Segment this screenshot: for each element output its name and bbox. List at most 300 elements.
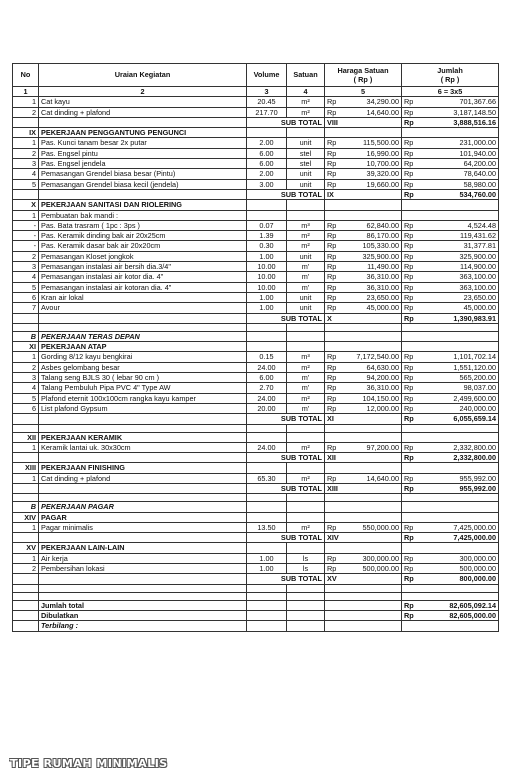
item-amount: 363,100.00 <box>416 272 499 282</box>
item-description: Avour <box>39 303 247 313</box>
empty-cell <box>247 610 287 620</box>
item-row <box>13 292 499 302</box>
header-jumlah <box>402 64 499 87</box>
header-number: 5 <box>325 87 402 97</box>
item-description: Pagar minimalis <box>39 522 247 532</box>
empty-cell <box>416 432 499 442</box>
subtotal-currency: Rp <box>402 189 416 199</box>
item-amount-currency: Rp <box>402 303 416 313</box>
subtotal-label: SUB TOTAL <box>247 117 325 127</box>
item-unit-price: 10,700.00 <box>338 159 402 169</box>
empty-cell <box>416 463 499 473</box>
item-amount: 325,900.00 <box>416 251 499 261</box>
rab-table <box>12 63 499 632</box>
section-title: PEKERJAAN PENGGANTUNG PENGUNCI <box>39 128 247 138</box>
item-unit: m' <box>287 272 325 282</box>
subtotal-number: XV <box>325 574 402 584</box>
empty-cell <box>247 543 287 553</box>
item-no: 1 <box>13 522 39 532</box>
item-unit-price: 23,650.00 <box>338 292 402 302</box>
item-no: 5 <box>13 282 39 292</box>
empty-cell <box>13 483 39 493</box>
subtotal-amount: 1,390,983.91 <box>416 313 499 323</box>
item-volume: 2.00 <box>247 138 287 148</box>
item-row <box>13 362 499 372</box>
item-amount-currency: Rp <box>402 282 416 292</box>
item-price-currency: Rp <box>325 564 338 574</box>
empty-cell <box>402 128 416 138</box>
item-volume: 20.45 <box>247 97 287 107</box>
empty-cell <box>39 533 247 543</box>
subtotal-number: XI <box>325 414 402 424</box>
item-description: Cat dinding + plafond <box>39 473 247 483</box>
item-row <box>13 169 499 179</box>
item-unit-price: 64,630.00 <box>338 362 402 372</box>
item-volume: 2.00 <box>247 169 287 179</box>
empty-cell <box>287 494 325 502</box>
header-harga-line1: Haraga Satuan <box>337 66 389 75</box>
item-row <box>13 352 499 362</box>
empty-row <box>13 592 499 600</box>
item-description: Pembuatan bak mandi : <box>39 210 247 220</box>
empty-cell <box>287 463 325 473</box>
item-amount-currency: Rp <box>402 251 416 261</box>
item-unit-price: 104,150.00 <box>338 393 402 403</box>
item-price-currency: Rp <box>325 362 338 372</box>
item-unit: m' <box>287 403 325 413</box>
item-row <box>13 393 499 403</box>
item-row <box>13 282 499 292</box>
empty-cell <box>247 600 287 610</box>
item-amount-currency: Rp <box>402 231 416 241</box>
item-price-currency: Rp <box>325 272 338 282</box>
empty-cell <box>13 414 39 424</box>
item-row <box>13 179 499 189</box>
item-unit-price: 45,000.00 <box>338 303 402 313</box>
subtotal-row <box>13 313 499 323</box>
empty-cell <box>338 200 402 210</box>
empty-cell <box>287 342 325 352</box>
empty-cell <box>13 621 39 631</box>
item-unit-price: 36,310.00 <box>338 383 402 393</box>
item-unit: m² <box>287 362 325 372</box>
empty-cell <box>416 424 499 432</box>
item-no: 2 <box>13 564 39 574</box>
item-row <box>13 97 499 107</box>
section-title: PAGAR <box>39 512 247 522</box>
item-unit <box>287 210 325 220</box>
watermark-text: TIPE RUMAH MINIMALIS <box>10 757 168 770</box>
item-unit-price: 94,200.00 <box>338 373 402 383</box>
item-amount-currency: Rp <box>402 220 416 230</box>
empty-cell <box>325 584 338 592</box>
item-amount: 119,431.62 <box>416 231 499 241</box>
item-amount-currency: Rp <box>402 107 416 117</box>
item-amount-currency: Rp <box>402 473 416 483</box>
item-amount: 240,000.00 <box>416 403 499 413</box>
header-number: 1 <box>13 87 39 97</box>
section-number: XV <box>13 543 39 553</box>
empty-cell <box>39 323 247 331</box>
item-description: Cat dinding + plafond <box>39 107 247 117</box>
item-row <box>13 303 499 313</box>
item-unit-price: 7,172,540.00 <box>338 352 402 362</box>
item-price-currency: Rp <box>325 138 338 148</box>
subtotal-row <box>13 189 499 199</box>
section-number: X <box>13 200 39 210</box>
item-row <box>13 403 499 413</box>
empty-cell <box>325 494 338 502</box>
item-volume: 10.00 <box>247 262 287 272</box>
item-volume: 10.00 <box>247 272 287 282</box>
empty-cell <box>325 432 338 442</box>
total-currency: Rp <box>402 610 416 620</box>
item-unit: stel <box>287 159 325 169</box>
item-unit: m² <box>287 473 325 483</box>
empty-cell <box>13 600 39 610</box>
item-price-currency: Rp <box>325 97 338 107</box>
empty-cell <box>338 494 402 502</box>
empty-cell <box>325 200 338 210</box>
empty-cell <box>247 200 287 210</box>
empty-row <box>13 424 499 432</box>
item-unit-price: 19,660.00 <box>338 179 402 189</box>
section-row <box>13 432 499 442</box>
section-number: XIV <box>13 512 39 522</box>
item-row <box>13 272 499 282</box>
total-row <box>13 621 499 631</box>
empty-cell <box>402 342 416 352</box>
empty-cell <box>247 592 287 600</box>
subtotal-label: SUB TOTAL <box>247 574 325 584</box>
subtotal-label: SUB TOTAL <box>247 483 325 493</box>
item-description: Pemasangan Grendel biasa kecil (jendela) <box>39 179 247 189</box>
item-amount-currency: Rp <box>402 148 416 158</box>
empty-row <box>13 323 499 331</box>
item-unit-price: 325,900.00 <box>338 251 402 261</box>
item-row <box>13 148 499 158</box>
item-volume: 3.00 <box>247 179 287 189</box>
empty-cell <box>13 494 39 502</box>
empty-cell <box>338 584 402 592</box>
item-amount-currency: Rp <box>402 352 416 362</box>
item-no: - <box>13 241 39 251</box>
empty-cell <box>402 463 416 473</box>
header-number: 3 <box>247 87 287 97</box>
subtotal-label: SUB TOTAL <box>247 414 325 424</box>
section-title: PEKERJAAN KERAMIK <box>39 432 247 442</box>
item-amount: 363,100.00 <box>416 282 499 292</box>
empty-cell <box>338 502 402 512</box>
item-amount: 23,650.00 <box>416 292 499 302</box>
subtotal-currency: Rp <box>402 483 416 493</box>
item-amount: 114,900.00 <box>416 262 499 272</box>
total-amount <box>416 621 499 631</box>
empty-cell <box>325 610 338 620</box>
item-unit: ls <box>287 553 325 563</box>
empty-cell <box>338 463 402 473</box>
section-row <box>13 512 499 522</box>
item-unit-price: 39,320.00 <box>338 169 402 179</box>
item-unit-price: 16,990.00 <box>338 148 402 158</box>
item-amount: 955,992.00 <box>416 473 499 483</box>
item-amount-currency: Rp <box>402 272 416 282</box>
group-title: PEKERJAAN TERAS DEPAN <box>39 331 247 341</box>
item-no: 5 <box>13 179 39 189</box>
subtotal-number: VIII <box>325 117 402 127</box>
item-unit: m' <box>287 282 325 292</box>
item-unit: ls <box>287 564 325 574</box>
empty-cell <box>416 494 499 502</box>
subtotal-currency: Rp <box>402 453 416 463</box>
item-row <box>13 241 499 251</box>
section-title: PEKERJAAN SANITASI DAN RIOLERING <box>39 200 247 210</box>
item-volume: 6.00 <box>247 148 287 158</box>
item-amount <box>416 210 499 220</box>
section-number: XIII <box>13 463 39 473</box>
item-unit: unit <box>287 251 325 261</box>
empty-cell <box>287 543 325 553</box>
section-title: PEKERJAAN LAIN-LAIN <box>39 543 247 553</box>
item-unit: stel <box>287 148 325 158</box>
item-no: 7 <box>13 303 39 313</box>
item-amount-currency: Rp <box>402 522 416 532</box>
empty-cell <box>325 342 338 352</box>
item-unit: unit <box>287 303 325 313</box>
empty-cell <box>287 584 325 592</box>
empty-cell <box>338 512 402 522</box>
section-number: XI <box>13 342 39 352</box>
item-price-currency: Rp <box>325 169 338 179</box>
item-no: 1 <box>13 97 39 107</box>
item-volume: 24.00 <box>247 362 287 372</box>
item-row <box>13 159 499 169</box>
item-description: Pemasangan instalasi air bersih dia.3/4" <box>39 262 247 272</box>
empty-cell <box>338 342 402 352</box>
total-label: Dibulatkan <box>39 610 247 620</box>
subtotal-label: SUB TOTAL <box>247 533 325 543</box>
item-no: 5 <box>13 393 39 403</box>
empty-cell <box>287 592 325 600</box>
item-amount: 7,425,000.00 <box>416 522 499 532</box>
empty-cell <box>287 331 325 341</box>
item-price-currency: Rp <box>325 373 338 383</box>
empty-cell <box>416 512 499 522</box>
total-amount: 82,605,092.14 <box>416 600 499 610</box>
subtotal-amount: 3,888,516.16 <box>416 117 499 127</box>
empty-cell <box>287 200 325 210</box>
section-number: XII <box>13 432 39 442</box>
item-unit-price: 97,200.00 <box>338 442 402 452</box>
header-no: No <box>13 64 39 87</box>
item-price-currency: Rp <box>325 383 338 393</box>
item-amount: 4,524.48 <box>416 220 499 230</box>
item-amount: 78,640.00 <box>416 169 499 179</box>
item-unit: m² <box>287 522 325 532</box>
item-no: 2 <box>13 148 39 158</box>
header-harga <box>325 64 402 87</box>
empty-cell <box>247 323 287 331</box>
item-price-currency: Rp <box>325 220 338 230</box>
empty-cell <box>402 200 416 210</box>
header-jumlah-line2: ( Rp ) <box>440 75 460 84</box>
item-row <box>13 373 499 383</box>
item-volume: 20.00 <box>247 403 287 413</box>
item-description: Pemasangan Kloset jongkok <box>39 251 247 261</box>
item-unit: m' <box>287 262 325 272</box>
item-amount-currency: Rp <box>402 564 416 574</box>
empty-cell <box>13 117 39 127</box>
item-volume: 6.00 <box>247 159 287 169</box>
item-unit: m² <box>287 107 325 117</box>
item-amount-currency: Rp <box>402 292 416 302</box>
item-price-currency: Rp <box>325 262 338 272</box>
subtotal-label: SUB TOTAL <box>247 189 325 199</box>
empty-cell <box>402 331 416 341</box>
item-no: 1 <box>13 352 39 362</box>
item-row <box>13 231 499 241</box>
subtotal-amount: 534,760.00 <box>416 189 499 199</box>
subtotal-number: XII <box>325 453 402 463</box>
item-unit: m' <box>287 383 325 393</box>
section-row <box>13 342 499 352</box>
empty-cell <box>247 463 287 473</box>
empty-cell <box>325 128 338 138</box>
empty-cell <box>287 600 325 610</box>
subtotal-row <box>13 483 499 493</box>
empty-cell <box>247 494 287 502</box>
section-number: IX <box>13 128 39 138</box>
item-row <box>13 107 499 117</box>
empty-cell <box>13 533 39 543</box>
empty-cell <box>338 610 402 620</box>
empty-cell <box>247 424 287 432</box>
item-row <box>13 383 499 393</box>
empty-cell <box>287 128 325 138</box>
subtotal-currency: Rp <box>402 414 416 424</box>
item-unit: unit <box>287 179 325 189</box>
item-unit: m² <box>287 241 325 251</box>
item-volume: 1.00 <box>247 292 287 302</box>
empty-cell <box>247 331 287 341</box>
subtotal-label: SUB TOTAL <box>247 453 325 463</box>
item-unit: m² <box>287 231 325 241</box>
item-unit-price: 14,640.00 <box>338 107 402 117</box>
empty-cell <box>338 331 402 341</box>
empty-cell <box>338 432 402 442</box>
item-row <box>13 442 499 452</box>
item-no: - <box>13 220 39 230</box>
item-amount: 1,551,120.00 <box>416 362 499 372</box>
item-unit-price: 115,500.00 <box>338 138 402 148</box>
empty-cell <box>338 600 402 610</box>
empty-cell <box>39 592 247 600</box>
subtotal-amount: 2,332,800.00 <box>416 453 499 463</box>
empty-cell <box>13 574 39 584</box>
item-description: Cat kayu <box>39 97 247 107</box>
item-no: 1 <box>13 138 39 148</box>
item-unit-price: 550,000.00 <box>338 522 402 532</box>
item-volume: 1.00 <box>247 251 287 261</box>
item-no: 2 <box>13 251 39 261</box>
item-volume: 0.15 <box>247 352 287 362</box>
item-no: 6 <box>13 403 39 413</box>
empty-cell <box>325 621 338 631</box>
item-unit: m² <box>287 393 325 403</box>
header-volume: Volume <box>247 64 287 87</box>
subtotal-currency: Rp <box>402 117 416 127</box>
item-no: 3 <box>13 373 39 383</box>
group-letter: B <box>13 502 39 512</box>
table-body <box>13 64 499 632</box>
item-unit-price: 86,170.00 <box>338 231 402 241</box>
item-no: 6 <box>13 292 39 302</box>
empty-cell <box>13 453 39 463</box>
item-volume: 24.00 <box>247 393 287 403</box>
item-amount: 3,187,148.50 <box>416 107 499 117</box>
section-title: PEKERJAAN FINISHING <box>39 463 247 473</box>
subtotal-currency: Rp <box>402 574 416 584</box>
item-amount-currency: Rp <box>402 362 416 372</box>
empty-cell <box>325 543 338 553</box>
item-amount-currency: Rp <box>402 241 416 251</box>
item-description: List plafond Gypsum <box>39 403 247 413</box>
empty-cell <box>39 574 247 584</box>
subtotal-amount: 800,000.00 <box>416 574 499 584</box>
subtotal-amount: 6,055,659.14 <box>416 414 499 424</box>
total-label: Terbilang : <box>39 621 247 631</box>
subtotal-number: IX <box>325 189 402 199</box>
item-amount-currency: Rp <box>402 373 416 383</box>
empty-cell <box>13 584 39 592</box>
item-volume: 217.70 <box>247 107 287 117</box>
item-amount-currency: Rp <box>402 442 416 452</box>
item-row <box>13 522 499 532</box>
subtotal-number: XIV <box>325 533 402 543</box>
item-amount-currency: Rp <box>402 179 416 189</box>
item-amount-currency: Rp <box>402 262 416 272</box>
item-price-currency: Rp <box>325 403 338 413</box>
subtotal-row <box>13 414 499 424</box>
item-volume: 13.50 <box>247 522 287 532</box>
item-description: Pas. Keramik dasar bak air 20x20cm <box>39 241 247 251</box>
empty-cell <box>402 543 416 553</box>
item-price-currency: Rp <box>325 393 338 403</box>
empty-cell <box>13 424 39 432</box>
total-amount: 82,605,000.00 <box>416 610 499 620</box>
item-amount-currency: Rp <box>402 97 416 107</box>
subtotal-row <box>13 117 499 127</box>
item-price-currency: Rp <box>325 251 338 261</box>
header-number: 2 <box>39 87 247 97</box>
item-row <box>13 251 499 261</box>
total-currency: Rp <box>402 600 416 610</box>
item-description: Gording 8/12 kayu bengkirai <box>39 352 247 362</box>
header-row <box>13 64 499 87</box>
item-description: Pemasangan instalasi air kotoran dia. 4" <box>39 282 247 292</box>
item-price-currency: Rp <box>325 231 338 241</box>
empty-cell <box>416 200 499 210</box>
item-unit: unit <box>287 138 325 148</box>
section-row <box>13 128 499 138</box>
empty-cell <box>287 512 325 522</box>
item-price-currency: Rp <box>325 303 338 313</box>
empty-cell <box>416 128 499 138</box>
item-price-currency: Rp <box>325 442 338 452</box>
empty-cell <box>287 621 325 631</box>
subtotal-row <box>13 533 499 543</box>
item-volume: 0.30 <box>247 241 287 251</box>
